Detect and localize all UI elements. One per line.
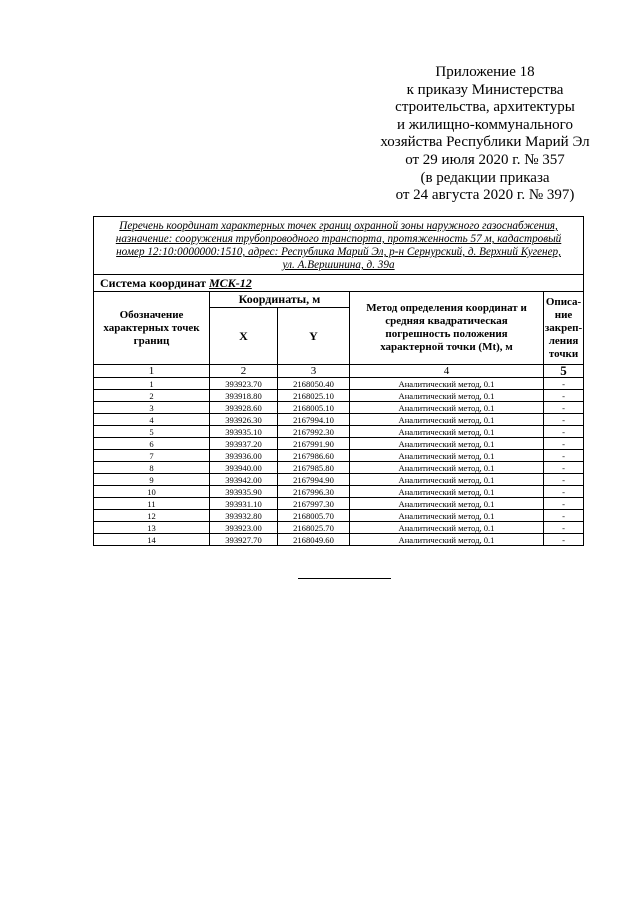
table-title-line: Перечень координат характерных точек границ охранной зоны наружного газоснабжения, (119, 220, 558, 232)
point-number-cell: 1 (94, 378, 210, 390)
point-number-cell: 14 (94, 534, 210, 546)
description-cell: - (544, 414, 584, 426)
table-row (94, 498, 584, 510)
description-header-line: точки (548, 347, 579, 360)
description-cell: - (544, 462, 584, 474)
description-cell: - (544, 402, 584, 414)
x-coordinate-cell: 393942.00 (210, 474, 278, 486)
x-coordinate-cell: 393927.70 (210, 534, 278, 546)
designation-header: Обозначение характерных точек границ (94, 292, 210, 365)
point-number-cell: 6 (94, 438, 210, 450)
point-number-cell: 11 (94, 498, 210, 510)
y-coordinate-cell: 2167996.30 (278, 486, 350, 498)
description-header-line: ления (548, 334, 579, 347)
y-coordinate-cell: 2167992.30 (278, 426, 350, 438)
method-cell: Аналитический метод, 0.1 (350, 402, 544, 414)
table-row (94, 522, 584, 534)
table-row (94, 450, 584, 462)
description-cell: - (544, 534, 584, 546)
table-row (94, 510, 584, 522)
column-number: 3 (278, 365, 350, 378)
x-coordinate-cell: 393923.70 (210, 378, 278, 390)
table-title (94, 217, 584, 275)
header-line: от 24 августа 2020 г. № 397) (395, 187, 575, 204)
x-header: X (210, 308, 278, 365)
x-coordinate-cell: 393928.60 (210, 402, 278, 414)
y-coordinate-cell: 2168025.70 (278, 522, 350, 534)
x-coordinate-cell: 393918.80 (210, 390, 278, 402)
description-header (544, 292, 584, 365)
y-coordinate-cell: 2168005.70 (278, 510, 350, 522)
column-numbers-row (94, 365, 584, 378)
method-cell: Аналитический метод, 0.1 (350, 522, 544, 534)
y-coordinate-cell: 2168025.10 (278, 390, 350, 402)
x-coordinate-cell: 393940.00 (210, 462, 278, 474)
header-line: от 29 июля 2020 г. № 357 (405, 151, 565, 168)
point-number-cell: 2 (94, 390, 210, 402)
description-cell: - (544, 426, 584, 438)
y-coordinate-cell: 2168049.60 (278, 534, 350, 546)
description-cell: - (544, 450, 584, 462)
point-number-cell: 10 (94, 486, 210, 498)
method-cell: Аналитический метод, 0.1 (350, 498, 544, 510)
appendix-header (350, 64, 620, 205)
y-header: Y (278, 308, 350, 365)
x-coordinate-cell: 393926.30 (210, 414, 278, 426)
table-title-line: номер 12:10:0000000:1510, адрес: Республика Марий Эл, р-н Сернурский, д. Верхний Кугенер, (116, 246, 561, 258)
description-cell: - (544, 510, 584, 522)
point-number-cell: 8 (94, 462, 210, 474)
table-title-line: ул. А.Вершинина, д. 39а (282, 259, 395, 271)
table-row (94, 390, 584, 402)
y-coordinate-cell: 2167986.60 (278, 450, 350, 462)
coordinates-table (93, 216, 584, 546)
y-coordinate-cell: 2167994.10 (278, 414, 350, 426)
x-coordinate-cell: 393936.00 (210, 450, 278, 462)
footer-separator-line (298, 578, 391, 579)
column-number: 1 (94, 365, 210, 378)
y-coordinate-cell: 2168050.40 (278, 378, 350, 390)
y-coordinate-cell: 2167997.30 (278, 498, 350, 510)
method-cell: Аналитический метод, 0.1 (350, 510, 544, 522)
x-coordinate-cell: 393932.80 (210, 510, 278, 522)
header-line: (в редакции приказа (420, 169, 550, 186)
method-cell: Аналитический метод, 0.1 (350, 426, 544, 438)
description-cell: - (544, 378, 584, 390)
header-line: и жилищно-коммунального (397, 116, 573, 133)
coordinate-system-value: МСК-12 (208, 276, 252, 290)
x-coordinate-cell: 393935.90 (210, 486, 278, 498)
description-cell: - (544, 486, 584, 498)
y-coordinate-cell: 2167994.90 (278, 474, 350, 486)
method-cell: Аналитический метод, 0.1 (350, 486, 544, 498)
point-number-cell: 4 (94, 414, 210, 426)
description-header-line: Описа- (545, 295, 582, 308)
column-number: 4 (350, 365, 544, 378)
x-coordinate-cell: 393923.00 (210, 522, 278, 534)
point-number-cell: 12 (94, 510, 210, 522)
method-cell: Аналитический метод, 0.1 (350, 450, 544, 462)
method-cell: Аналитический метод, 0.1 (350, 534, 544, 546)
header-line: к приказу Министерства (406, 81, 564, 98)
method-cell: Аналитический метод, 0.1 (350, 390, 544, 402)
method-cell: Аналитический метод, 0.1 (350, 414, 544, 426)
description-header-line: закреп- (544, 321, 583, 334)
method-cell: Аналитический метод, 0.1 (350, 378, 544, 390)
description-cell: - (544, 498, 584, 510)
point-number-cell: 7 (94, 450, 210, 462)
data-rows (94, 378, 584, 546)
x-coordinate-cell: 393935.10 (210, 426, 278, 438)
method-header: Метод определения координат и средняя квадратическая погрешность положения характерной точки (Mt), м (350, 292, 544, 365)
header-line: строительства, архитектуры (395, 99, 575, 116)
table-title-line: назначение: сооружения трубопроводного транспорта, протяженность 57 м, кадастровый (115, 233, 562, 245)
table-row (94, 534, 584, 546)
method-cell: Аналитический метод, 0.1 (350, 462, 544, 474)
method-cell: Аналитический метод, 0.1 (350, 438, 544, 450)
y-coordinate-cell: 2168005.10 (278, 402, 350, 414)
x-coordinate-cell: 393937.20 (210, 438, 278, 450)
point-number-cell: 9 (94, 474, 210, 486)
column-number: 5 (544, 365, 584, 378)
table-row (94, 414, 584, 426)
coordinate-system-label: Система координат (100, 276, 206, 290)
description-header-line: ние (554, 308, 573, 321)
coordinate-system (94, 275, 584, 292)
table-title-row (94, 217, 584, 275)
table-row (94, 486, 584, 498)
header-line: хозяйства Республики Марий Эл (380, 134, 590, 151)
description-cell: - (544, 522, 584, 534)
point-number-cell: 13 (94, 522, 210, 534)
point-number-cell: 3 (94, 402, 210, 414)
description-cell: - (544, 438, 584, 450)
table-row (94, 426, 584, 438)
y-coordinate-cell: 2167991.90 (278, 438, 350, 450)
column-number: 2 (210, 365, 278, 378)
table-row (94, 474, 584, 486)
header-row (94, 292, 584, 308)
table-row (94, 378, 584, 390)
table-row (94, 402, 584, 414)
point-number-cell: 5 (94, 426, 210, 438)
table-row (94, 462, 584, 474)
header-line: Приложение 18 (435, 64, 535, 80)
method-cell: Аналитический метод, 0.1 (350, 474, 544, 486)
x-coordinate-cell: 393931.10 (210, 498, 278, 510)
y-coordinate-cell: 2167985.80 (278, 462, 350, 474)
coordinate-system-row (94, 275, 584, 292)
description-cell: - (544, 390, 584, 402)
table-row (94, 438, 584, 450)
coordinates-header: Координаты, м (210, 292, 350, 308)
description-cell: - (544, 474, 584, 486)
